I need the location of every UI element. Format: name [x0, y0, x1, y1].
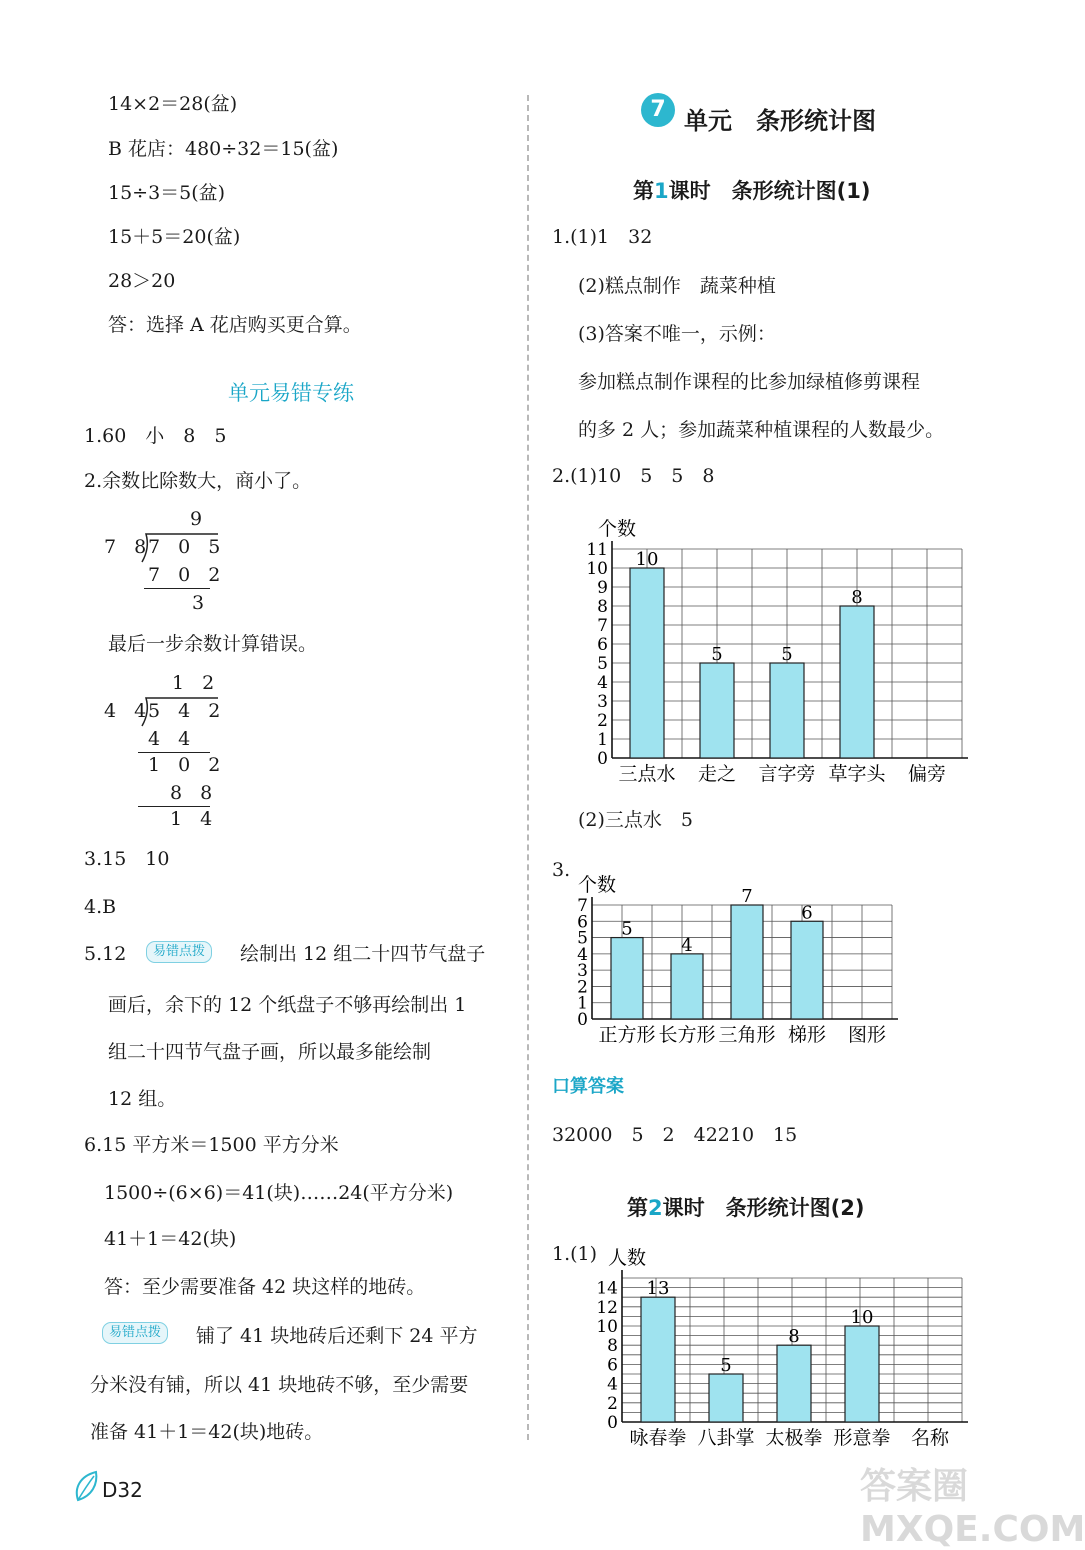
tip2-line-2: 分米没有铺，所以 41 块地砖不够，至少需要 — [90, 1374, 469, 1396]
y-tick-label: 10 — [596, 1317, 618, 1337]
y-tick-label: 12 — [596, 1297, 618, 1318]
lesson-2-prefix: 第 — [627, 1196, 648, 1220]
calc-line-5: 28＞20 — [108, 270, 176, 292]
calc-line-4: 15＋5＝20(盆) — [108, 226, 241, 248]
l2-q1-label: 1.(1) — [552, 1243, 598, 1265]
div1-note: 最后一步余数计算错误。 — [108, 633, 318, 655]
tip2-line-3: 准备 41＋1＝42(块)地砖。 — [90, 1421, 324, 1443]
bar — [709, 1374, 743, 1422]
tip-badge-2: 易错点拨 — [102, 1322, 168, 1344]
calc-line-1: 14×2＝28(盆) — [108, 93, 238, 115]
bar — [840, 606, 874, 758]
y-tick-label: 6 — [577, 912, 588, 933]
lesson-1-prefix: 第 — [633, 179, 654, 203]
bar — [845, 1326, 879, 1422]
data-label: 13 — [646, 1278, 670, 1300]
bar — [777, 1345, 811, 1422]
y-tick-label: 3 — [577, 961, 588, 982]
chart-svg — [580, 505, 965, 790]
y-axis-label: 人数 — [608, 1247, 647, 1269]
category-label: 梯形 — [787, 1024, 827, 1046]
l1-q2-line: 2.(1)10 5 5 8 — [552, 465, 715, 487]
bar — [611, 938, 643, 1019]
bar — [671, 954, 703, 1019]
l1-q1-line-4: 参加糕点制作课程的比参加绿植修剪课程 — [578, 371, 921, 393]
category-label: 草字头 — [828, 763, 886, 785]
div2-quotient: 1 2 — [172, 672, 221, 694]
y-tick-label: 2 — [577, 977, 588, 998]
data-label: 8 — [851, 587, 863, 608]
div2-sub2: 8 8 — [170, 782, 219, 804]
l1-q1-line-5: 的多 2 人；参加蔬菜种植课程的人数最少。 — [578, 419, 945, 441]
data-label: 10 — [635, 549, 659, 570]
div1-dividend: 7 0 5 — [148, 536, 227, 558]
q3-answer: 3.15 10 — [84, 848, 170, 870]
y-tick-label: 0 — [577, 1010, 588, 1030]
y-tick-label: 8 — [597, 597, 608, 617]
y-tick-label: 0 — [607, 1413, 618, 1433]
div1-divisor: 7 8 — [104, 536, 153, 558]
div1-sub: 7 0 2 — [148, 564, 227, 586]
category-label: 形意拳 — [833, 1427, 891, 1449]
y-tick-label: 10 — [586, 559, 608, 579]
category-label: 咏春拳 — [629, 1427, 687, 1449]
x-axis-label: 偏旁 — [907, 763, 947, 785]
bar-chart-shapes — [570, 852, 915, 1057]
y-tick-label: 7 — [577, 896, 588, 916]
l1-q3-label: 3. — [552, 859, 571, 881]
watermark: 答案圈 MXQE.COM — [860, 1466, 1085, 1550]
category-label: 言字旁 — [758, 763, 816, 785]
long-division-2 — [104, 672, 227, 832]
data-label: 5 — [711, 644, 723, 665]
tip2-line-1: 铺了 41 块地砖后还剩下 24 平方 — [196, 1325, 478, 1347]
div1-quotient: 9 — [190, 508, 209, 530]
q5-answer: 5.12 — [84, 943, 127, 965]
calc-line-3: 15÷3＝5(盆) — [108, 182, 226, 204]
tip-badge-1: 易错点拨 — [146, 941, 212, 963]
long-division-1 — [104, 508, 227, 618]
div2-rule-2 — [138, 806, 210, 807]
div1-rule — [144, 588, 210, 589]
lesson-1-num: 1 — [654, 179, 669, 203]
div2-divisor: 4 4 — [104, 700, 153, 722]
x-axis-label: 图形 — [847, 1024, 887, 1046]
div2-rule-1 — [138, 752, 210, 753]
y-tick-label: 5 — [577, 928, 588, 949]
lesson-2-text: 课时 条形统计图(2) — [662, 1196, 865, 1220]
lesson-1-text: 课时 条形统计图(1) — [668, 179, 871, 203]
q2-answer: 2.余数比除数大，商小了。 — [84, 470, 312, 492]
x-axis-label: 名称 — [910, 1427, 950, 1449]
oral-answers-heading: 口算答案 — [552, 1076, 624, 1097]
lesson-1-title — [633, 175, 870, 205]
bar — [791, 921, 823, 1019]
data-label: 5 — [781, 644, 793, 665]
y-tick-label: 4 — [597, 673, 608, 693]
category-label: 走之 — [697, 763, 737, 785]
q6-line-1: 6.15 平方米＝1500 平方分米 — [84, 1134, 339, 1156]
y-tick-label: 14 — [596, 1278, 618, 1299]
q4-answer: 4.B — [84, 896, 117, 918]
oral-answers: 32000 5 2 42210 15 — [552, 1124, 798, 1146]
y-axis-label: 个数 — [598, 518, 637, 540]
y-axis-label: 个数 — [578, 874, 617, 896]
calc-line-2: B 花店：480÷32＝15(盆) — [108, 138, 339, 160]
q1-answer: 1.60 小 8 5 — [84, 425, 227, 447]
y-tick-label: 6 — [597, 635, 608, 655]
data-label: 7 — [741, 886, 753, 907]
data-label: 10 — [850, 1307, 874, 1328]
category-label: 长方形 — [658, 1024, 716, 1046]
chart-svg — [590, 1235, 965, 1455]
q6-line-4: 答：至少需要准备 42 块这样的地砖。 — [104, 1276, 426, 1298]
y-tick-label: 11 — [586, 540, 608, 560]
data-label: 8 — [788, 1326, 800, 1348]
bar — [641, 1297, 675, 1422]
div2-mid: 1 0 2 — [148, 754, 227, 776]
y-tick-label: 2 — [607, 1393, 618, 1414]
data-label: 5 — [621, 918, 633, 940]
div2-dividend: 5 4 2 — [148, 700, 227, 722]
data-label: 4 — [681, 934, 693, 956]
lesson-2-num: 2 — [648, 1196, 663, 1220]
leaf-icon — [72, 1470, 102, 1504]
q5-line-1: 绘制出 12 组二十四节气盘子 — [240, 943, 486, 965]
y-tick-label: 4 — [607, 1374, 618, 1395]
div2-remainder: 1 4 — [170, 808, 219, 830]
y-tick-label: 2 — [597, 711, 608, 731]
q5-line-3: 组二十四节气盘子画，所以最多能绘制 — [108, 1041, 432, 1063]
l1-q1-line-1: 1.(1)1 32 — [552, 226, 653, 248]
data-label: 6 — [801, 902, 813, 924]
chart-svg — [570, 852, 915, 1057]
category-label: 三点水 — [618, 763, 676, 785]
category-label: 八卦掌 — [697, 1427, 755, 1449]
y-tick-label: 6 — [607, 1355, 618, 1376]
bar — [770, 663, 804, 758]
bar — [630, 568, 664, 758]
answer-line: 答：选择 A 花店购买更合算。 — [108, 314, 362, 336]
y-tick-label: 9 — [597, 578, 608, 598]
bar-chart-radicals — [580, 505, 965, 790]
page-number: D32 — [102, 1478, 143, 1502]
y-tick-label: 8 — [607, 1336, 618, 1357]
category-label: 太极拳 — [765, 1427, 823, 1449]
y-tick-label: 5 — [597, 654, 608, 674]
y-tick-label: 4 — [577, 944, 588, 965]
y-tick-label: 7 — [597, 616, 608, 636]
section-title: 单元易错专练 — [228, 381, 354, 405]
q6-line-3: 41＋1＝42(块) — [104, 1228, 237, 1250]
category-label: 正方形 — [598, 1024, 656, 1046]
column-divider — [527, 95, 529, 1440]
lesson-2-title — [627, 1192, 864, 1222]
l1-q2b-line: (2)三点水 5 — [578, 809, 694, 831]
div2-sub1: 4 4 — [148, 728, 197, 750]
y-tick-label: 1 — [577, 993, 588, 1014]
l1-q1-line-3: (3)答案不唯一，示例： — [578, 323, 776, 345]
div1-remainder: 3 — [192, 592, 211, 614]
y-tick-label: 0 — [597, 749, 608, 769]
l1-q1-line-2: (2)糕点制作 蔬菜种植 — [578, 275, 776, 297]
q5-line-4: 12 组。 — [108, 1088, 177, 1110]
q6-line-2: 1500÷(6×6)＝41(块)……24(平方分米) — [104, 1182, 454, 1204]
unit-title: 单元 条形统计图 — [684, 107, 876, 135]
bar-chart-martial-arts — [590, 1235, 965, 1455]
bar — [731, 905, 763, 1019]
bar — [700, 663, 734, 758]
y-tick-label: 3 — [597, 692, 608, 712]
data-label: 5 — [720, 1355, 732, 1376]
unit-number-badge: 7 — [641, 93, 675, 127]
y-tick-label: 1 — [597, 730, 608, 750]
q5-line-2: 画后，余下的 12 个纸盘子不够再绘制出 1 — [108, 994, 467, 1016]
category-label: 三角形 — [718, 1024, 776, 1046]
